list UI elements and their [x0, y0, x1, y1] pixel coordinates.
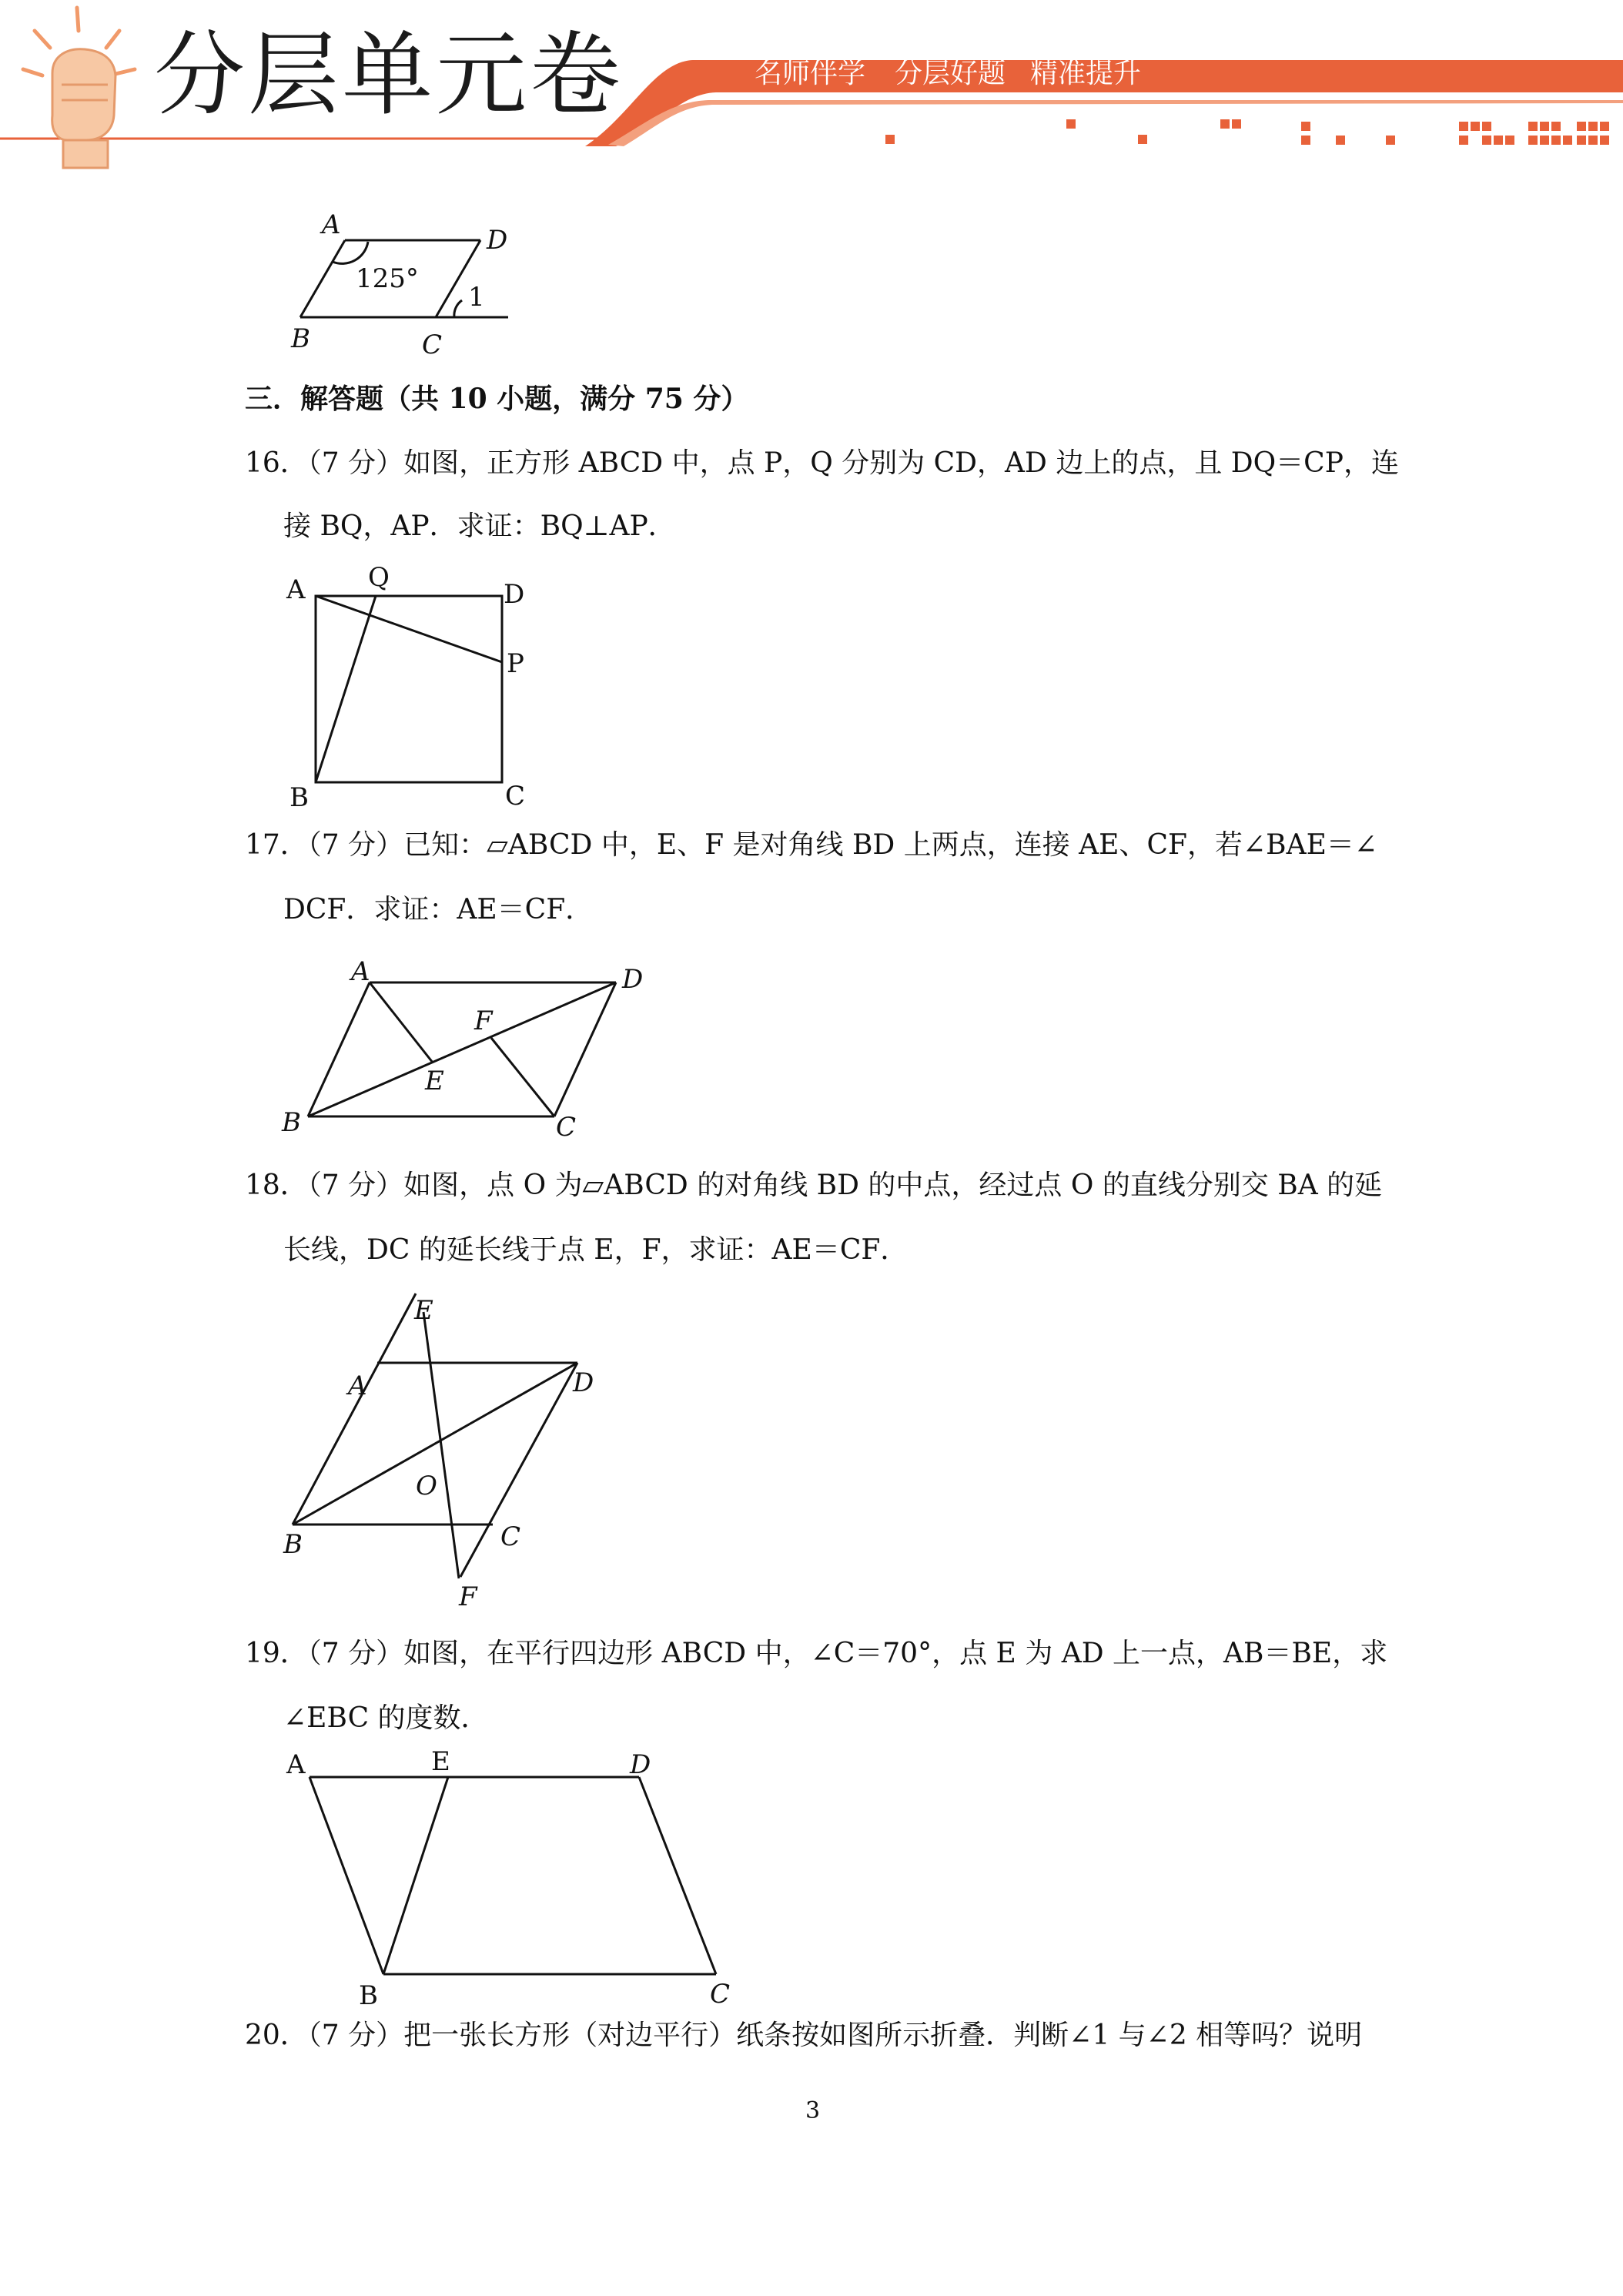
- figure-parallelogram-extended: [277, 1301, 585, 1625]
- q16-label-p: P: [507, 648, 524, 679]
- q18-label-e: E: [414, 1295, 433, 1326]
- q17-label-f: F: [474, 1006, 493, 1036]
- q19-label-a: A: [286, 1749, 306, 1780]
- header-slogan-3: 精准提升: [1030, 58, 1142, 89]
- q17-text-line2: DCF．求证：AE＝CF．: [283, 894, 594, 925]
- fig15-label-b: B: [291, 323, 310, 354]
- q17-label-c: C: [556, 1112, 577, 1143]
- q19-label-c: C: [710, 1979, 731, 2010]
- q18-label-a: A: [348, 1371, 367, 1401]
- q19-text-line1: 19．（7 分）如图，在平行四边形 ABCD 中，∠C＝70°，点 E 为 AD 上一点，AB＝BE，求: [245, 1638, 1388, 1669]
- figure-square-abcd: [308, 585, 508, 793]
- q17-label-a: A: [351, 956, 370, 987]
- q16-text-line1: 16．（7 分）如图，正方形 ABCD 中，点 P，Q 分别为 CD，AD 边上的点，且 DQ＝CP，连: [245, 447, 1399, 479]
- q17-label-b: B: [282, 1107, 301, 1138]
- page-number: 3: [805, 2097, 821, 2124]
- figure-parallelogram-bd-diagonal: [293, 970, 647, 1155]
- q17-label-e: E: [425, 1066, 444, 1096]
- header-slogan-2: 分层好题: [895, 58, 1006, 89]
- fig15-label-d: D: [487, 225, 508, 256]
- q17-label-d: D: [622, 964, 644, 995]
- q16-text-line2: 接 BQ，AP．求证：BQ⊥AP．: [283, 510, 676, 542]
- q18-label-f: F: [459, 1581, 477, 1612]
- q18-label-b: B: [283, 1529, 303, 1560]
- q18-label-d: D: [573, 1367, 594, 1398]
- section-heading: 三．解答题（共 10 小题，满分 75 分）: [245, 383, 749, 415]
- q16-label-b: B: [289, 782, 309, 813]
- q19-label-d: D: [630, 1749, 651, 1780]
- header-title: 分层单元卷: [154, 22, 624, 128]
- q16-label-a: A: [286, 574, 306, 605]
- q19-text-line2: ∠EBC 的度数．: [283, 1702, 489, 1734]
- fist-hand-icon: [8, 0, 154, 169]
- q18-text-line1: 18．（7 分）如图，点 O 为▱ABCD 的对角线 BD 的中点，经过点 O 的直线分别交 BA 的延: [245, 1170, 1383, 1201]
- q18-label-o: O: [416, 1471, 437, 1501]
- q16-label-c: C: [505, 781, 526, 812]
- q18-text-line2: 长线，DC 的延长线于点 E，F，求证：AE＝CF．: [283, 1234, 909, 1266]
- q16-label-q: Q: [368, 562, 390, 593]
- q19-label-e: E: [431, 1746, 450, 1777]
- fig15-label-a: A: [322, 209, 341, 240]
- fig15-label-c: C: [422, 330, 443, 360]
- figure-parallelogram-abcd-70: [293, 1763, 724, 1994]
- q18-label-c: C: [500, 1521, 521, 1552]
- header-slogan-1: 名师伴学: [755, 58, 866, 89]
- q16-label-d: D: [504, 579, 525, 610]
- fig15-angle-1-label: 1: [468, 282, 485, 313]
- q20-text-line1: 20．（7 分）把一张长方形（对边平行）纸条按如图所示折叠．判断∠1 与∠2 相等吗？说明: [245, 2020, 1363, 2051]
- q17-text-line1: 17．（7 分）已知：▱ABCD 中，E、F 是对角线 BD 上两点，连接 AE、CF，若∠BAE＝∠: [245, 829, 1378, 861]
- q19-label-b: B: [359, 1980, 378, 2011]
- fig15-angle-label: 125°: [356, 263, 419, 294]
